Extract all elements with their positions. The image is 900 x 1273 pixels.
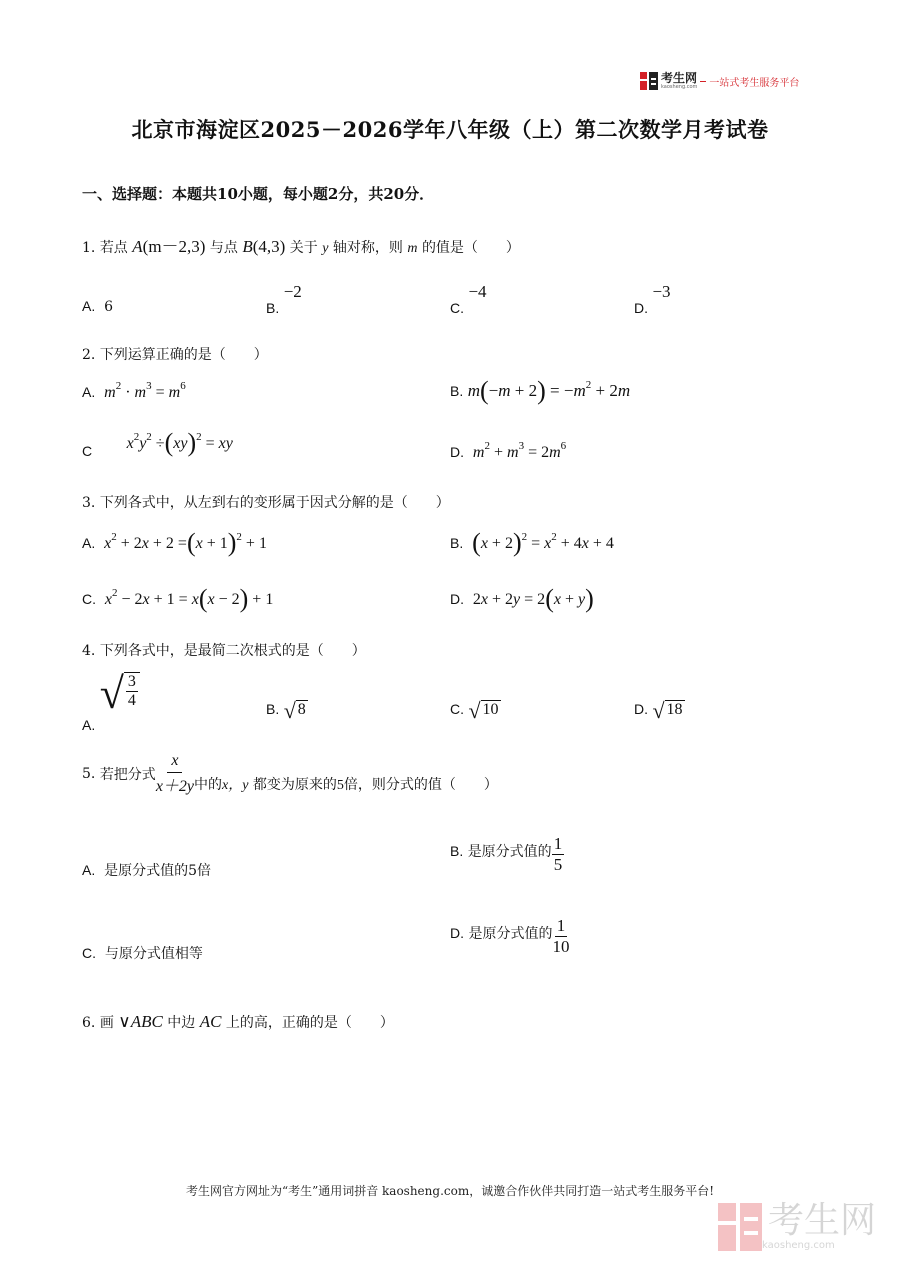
q1-point-b: B(4,3)	[242, 237, 286, 256]
q5-fraction: $\frac{x}{x+2y}$	[155, 752, 195, 795]
question-1	[82, 232, 520, 257]
q6-text: 上的高，正确的是（ ）	[225, 1015, 394, 1031]
q1-option-b[interactable]: B. −2	[266, 282, 302, 316]
q4-option-a[interactable]: A. √ $\frac{3}{4}$	[82, 672, 140, 716]
watermark-domain: kaosheng.com	[762, 1240, 835, 1251]
q5-option-c[interactable]: C. 与原分式值相等	[82, 945, 203, 962]
q1-var-m: m	[407, 241, 418, 256]
section-heading: 一、选择题：本题共10小题，每小题2分，共20分．	[82, 185, 435, 203]
page-footer: 考生网官方网址为“考生”通用词拼音 kaosheng.com，诚邀合作伙伴共同打造一站式考生服务平台!	[185, 1184, 715, 1198]
q2-option-b[interactable]: B. $m(-m + 2) = -m^2 + 2m$	[450, 376, 631, 405]
header-logo	[640, 72, 799, 90]
q5-option-d[interactable]: D. 是原分式值的 $\frac{1}{10}$	[450, 916, 570, 956]
q2-option-d[interactable]: D. $m^2 + m^3 = 2m^6$	[450, 440, 567, 461]
q3-option-a[interactable]: A. $x^2 + 2x + 2 =(x + 1)^2 + 1$	[82, 528, 267, 557]
question-4	[82, 640, 366, 660]
logo-domain: kaosheng.com	[661, 84, 698, 90]
q6-triangle: ∨ABC	[118, 1012, 163, 1031]
q6-text: 画	[99, 1015, 114, 1031]
page-title: 北京市海淀区2025－2026学年八年级（上）第二次数学月考试卷	[131, 117, 769, 142]
q1-option-a[interactable]: A. 6	[82, 298, 114, 315]
q3-stem: 下列各式中，从左到右的变形属于因式分解的是（ ）	[99, 495, 450, 511]
kaosheng-logo-icon	[640, 72, 658, 90]
q5-number: 5.	[82, 766, 96, 782]
q2-stem: 下列运算正确的是（ ）	[99, 347, 268, 363]
q2-option-c[interactable]: C $x^2y^2 \div(xy)^2$ = xy	[82, 428, 233, 459]
q4-option-d[interactable]: D. √ 18	[634, 698, 683, 723]
q4-number: 4.	[82, 643, 96, 659]
logo-divider	[700, 81, 706, 82]
watermark-text: 考生网	[768, 1200, 877, 1241]
q4-option-c[interactable]: C. √ 10	[450, 698, 499, 723]
q3-number: 3.	[82, 495, 96, 511]
q1-var-y: y	[322, 241, 329, 256]
q2-number: 2.	[82, 347, 96, 363]
q4-option-b[interactable]: B. √ 8	[266, 698, 306, 723]
q5-option-a[interactable]: A. 是原分式值的5倍	[82, 862, 212, 879]
question-2	[82, 344, 268, 364]
q3-option-c[interactable]: C. $x^2 - 2x + 1 = x(x - 2) + 1$	[82, 584, 274, 613]
q3-option-b[interactable]: B. $(x + 2)^2 = x^2 + 4x + 4$	[450, 528, 614, 557]
q6-number: 6.	[82, 1015, 96, 1031]
watermark	[718, 1202, 876, 1251]
q2-option-a[interactable]: A. $m^2 \cdot m^3 = m^6$	[82, 380, 186, 401]
q1-point-a: A(m－2,3)	[132, 237, 206, 256]
q1-number: 1.	[82, 240, 96, 256]
q1-text: 轴对称，则	[332, 240, 403, 256]
q6-text: 中边	[167, 1015, 196, 1031]
q1-option-c[interactable]: C. −4	[450, 282, 487, 316]
q5-option-b[interactable]: B. 是原分式值的 $\frac{1}{5}$	[450, 834, 563, 874]
q5-text: 若把分式	[99, 767, 156, 783]
q1-text: 关于	[289, 240, 318, 256]
q3-option-d[interactable]: D. 2x + 2y = 2(x + y)	[450, 584, 594, 613]
question-6	[82, 1012, 394, 1032]
q6-side-ac: AC	[199, 1012, 222, 1031]
watermark-logo-icon	[718, 1203, 762, 1251]
q4-stem: 下列各式中，是最简二次根式的是（ ）	[99, 643, 366, 659]
q1-text: 与点	[209, 240, 238, 256]
question-5: 5. 若把分式 $\frac{x}{x+2y}$ 中的x，y 都变为原来的5倍，则分式的值（ ）	[82, 752, 498, 795]
q1-text: 若点	[99, 240, 128, 256]
q1-option-d[interactable]: D. −3	[634, 282, 671, 316]
q1-text: 的值是（ ）	[421, 240, 520, 256]
question-3	[82, 492, 450, 512]
logo-slogan: 一站式考生服务平台	[709, 77, 800, 89]
logo-name: 考生网	[661, 71, 698, 85]
